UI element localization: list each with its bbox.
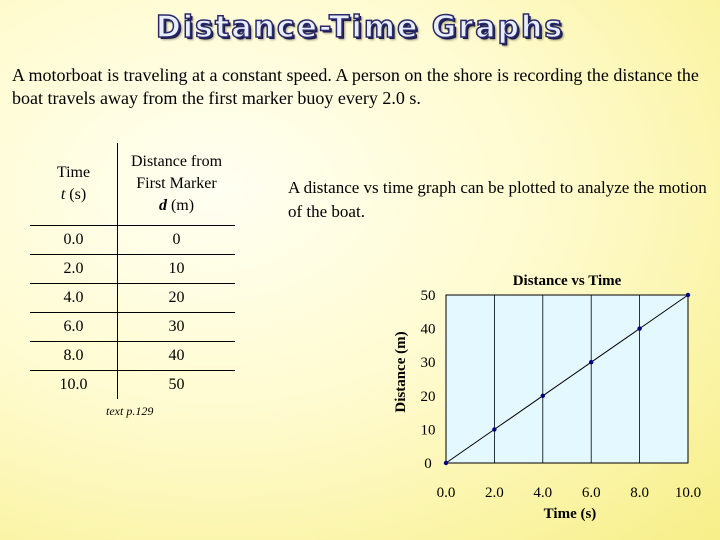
distance-header-line1: Distance from bbox=[130, 153, 223, 170]
intro-paragraph: A motorboat is traveling at a constant speed. A person on the shore is recording the distance the boat travels away from the first marker buoy every 2.0 s. bbox=[12, 65, 699, 108]
time-header-label: Time bbox=[56, 164, 91, 181]
y-tick-label: 30 bbox=[420, 355, 436, 372]
slide-title: Distance-Time Graphs bbox=[155, 10, 565, 45]
x-tick-label: 8.0 bbox=[630, 485, 649, 501]
time-cell: 0.0 bbox=[30, 226, 118, 255]
data-point bbox=[444, 461, 448, 465]
y-tick-label: 20 bbox=[420, 388, 436, 405]
data-point bbox=[589, 360, 593, 364]
analysis-text: A distance vs time graph can be plotted to analyze the motion of the boat. bbox=[288, 178, 707, 221]
distance-cell: 20 bbox=[118, 284, 236, 313]
time-symbol: t bbox=[60, 186, 66, 203]
time-cell: 10.0 bbox=[30, 371, 118, 400]
x-axis-title: Time (s) bbox=[543, 506, 597, 522]
data-point bbox=[541, 394, 545, 398]
distance-cell: 30 bbox=[118, 313, 236, 342]
distance-header-line2: First Marker bbox=[136, 175, 217, 192]
distance-cell: 40 bbox=[118, 342, 236, 371]
time-cell: 4.0 bbox=[30, 284, 118, 313]
chart-title: Distance vs Time bbox=[512, 273, 622, 289]
y-tick-label: 10 bbox=[420, 422, 436, 439]
x-tick-label: 4.0 bbox=[533, 485, 553, 501]
distance-cell: 10 bbox=[118, 255, 236, 284]
distance-unit: (m) bbox=[166, 197, 195, 214]
distance-symbol: d bbox=[158, 197, 167, 214]
distance-cell: 50 bbox=[118, 371, 236, 400]
source-note: text p.129 bbox=[106, 404, 154, 418]
y-tick-label: 0 bbox=[424, 456, 432, 472]
x-tick-label: 10.0 bbox=[674, 485, 702, 501]
time-cell: 8.0 bbox=[30, 342, 118, 371]
x-tick-label: 2.0 bbox=[485, 485, 504, 501]
x-tick-label: 6.0 bbox=[581, 485, 601, 501]
x-tick-label: 0.0 bbox=[436, 485, 456, 501]
time-cell: 2.0 bbox=[30, 255, 118, 284]
time-unit: (s) bbox=[65, 186, 87, 203]
distance-cell: 0 bbox=[172, 231, 181, 248]
data-point bbox=[492, 427, 496, 431]
data-point bbox=[686, 293, 690, 297]
y-tick-label: 40 bbox=[420, 321, 436, 338]
data-point bbox=[637, 326, 641, 330]
time-cell: 6.0 bbox=[30, 313, 118, 342]
y-axis-title: Distance (m) bbox=[393, 331, 409, 413]
y-tick-label: 50 bbox=[420, 288, 436, 304]
